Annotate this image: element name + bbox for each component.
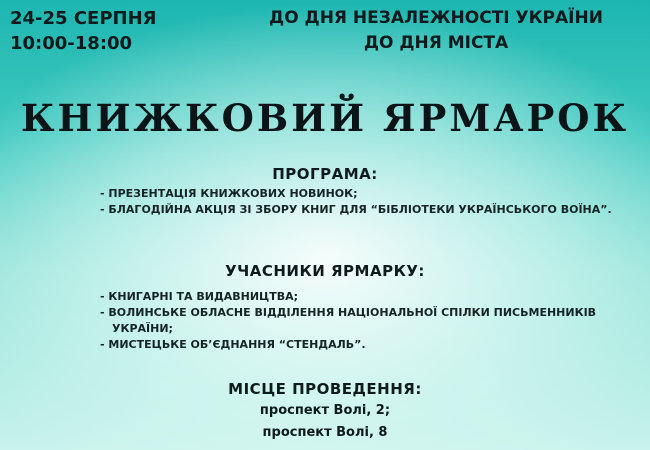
occasion-line-independence: ДО ДНЯ НЕЗАЛЕЖНОСТІ УКРАЇНИ <box>269 8 603 28</box>
venue-address: проспект Волі, 2; <box>259 403 391 418</box>
venue-address: проспект Волі, 8 <box>262 425 388 440</box>
opening-hours: 10:00-18:00 <box>10 33 133 54</box>
occasion-block <box>236 6 636 56</box>
participants-heading: УЧАСНИКИ ЯРМАРКУ: <box>225 262 425 280</box>
occasion-line-city-day: ДО ДНЯ МІСТА <box>363 33 509 53</box>
program-item: - БЛАГОДІЙНА АКЦІЯ ЗІ ЗБОРУ КНИГ ДЛЯ “БІБЛІОТЕКИ УКРАЇНСЬКОГО ВОЇНА”. <box>100 203 612 216</box>
poster-title: КНИЖКОВИЙ ЯРМАРОК <box>20 96 630 140</box>
date-range: 24-25 СЕРПНЯ <box>10 8 157 29</box>
program-list <box>100 186 620 218</box>
participant-item: - КНИГАРНІ ТА ВИДАВНИЦТВА; <box>100 290 299 303</box>
event-dates <box>10 6 157 56</box>
program-heading: ПРОГРАМА: <box>272 165 378 183</box>
participants-list <box>100 289 620 353</box>
program-item: - ПРЕЗЕНТАЦІЯ КНИЖКОВИХ НОВИНОК; <box>100 187 358 200</box>
participant-item: - ВОЛИНСЬКЕ ОБЛАСНЕ ВІДДІЛЕННЯ НАЦІОНАЛЬНОЇ СПІЛКИ ПИСЬМЕННИКІВ <box>100 306 597 319</box>
participant-item-continued: УКРАЇНИ; <box>112 322 173 335</box>
participant-item: - МИСТЕЦЬКЕ ОБ’ЄДНАННЯ “СТЕНДАЛЬ”. <box>100 338 366 351</box>
venue-heading: МІСЦЕ ПРОВЕДЕННЯ: <box>228 380 422 398</box>
